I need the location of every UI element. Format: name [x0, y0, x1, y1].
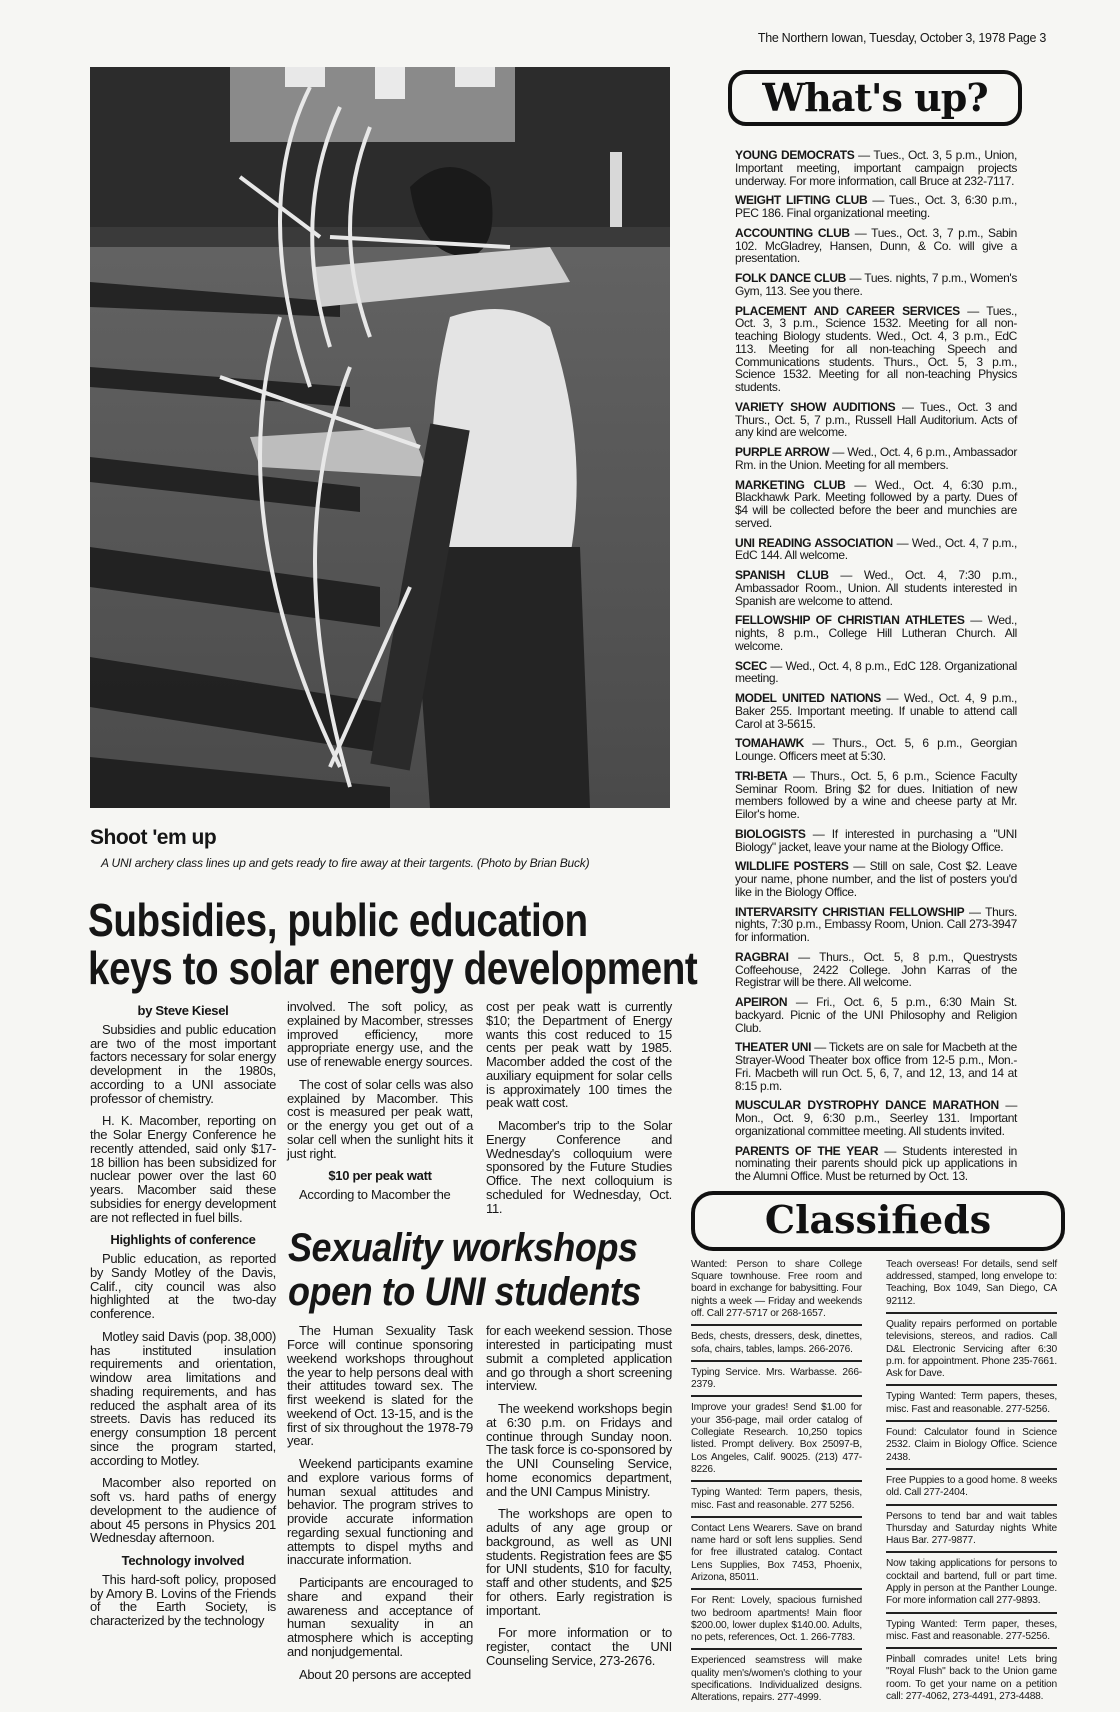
event-name: PARENTS OF THE YEAR [735, 1143, 879, 1158]
event-listing [735, 305, 1017, 394]
event-listing [735, 614, 1017, 652]
classified-ad: Improve your grades! Send $1.00 for your 356-page, mail order catalog of Collegiate Research. 10,250 topics listed. Prompt delivery. Box 25097-B, Los Angeles, Calif. 90025. (213) 477-8226. [691, 1400, 862, 1482]
event-listing [735, 446, 1017, 472]
event-details: — Wed., nights, 8 p.m., College Hill Lutheran Church. All welcome. [735, 613, 1017, 653]
photo-caption: A UNI archery class lines up and gets ready to fire away at their targents. (Photo by Brian Buck) [101, 856, 590, 870]
event-name: FOLK DANCE CLUB [735, 271, 846, 285]
photo-title: Shoot 'em up [90, 826, 217, 849]
article-paragraph: involved. The soft policy, as explained by Macomber, stresses improved efficiency, more appropriate energy use, and the use of renewable energy sources. [287, 999, 473, 1069]
event-name: WILDLIFE POSTERS [735, 859, 849, 874]
classified-ad: Typing Service. Mrs. Warbasse. 266-2379. [691, 1365, 862, 1398]
classified-ad: Found: Calculator found in Science 2532. Claim in Biology Office. Science 2438. [886, 1425, 1057, 1470]
solar-article-column-3 [486, 1000, 672, 1224]
classified-ad: Experienced seamstress will make quality men's/women's clothing to your specifications. Individualized designs. Alterations, repairs. 277-4999. [691, 1655, 862, 1704]
event-details: — Wed., Oct. 4, 7:30 p.m., Ambassador Room., Union. All students interested in Spanish are welcome to attend. [735, 568, 1017, 608]
right-column [691, 70, 1068, 1712]
event-details: — Thurs., Oct. 5, 6 p.m., Science Faculty Seminar Room. Bring $2 for dues. Initiation of new members followed by a wine and cheese party at Mr. Eilor's home. [735, 768, 1017, 821]
event-listing [735, 692, 1017, 730]
article-paragraph: For more information or to register, contact the UNI Counseling Service, 273-2676. [486, 1625, 672, 1668]
article-paragraph: Macomber also reported on soft vs. hard paths of energy development to the audience of about 45 persons in Physics 201 Wednesday afternoon. [90, 1475, 276, 1546]
event-name: TRI-BETA [735, 768, 788, 783]
event-name: UNI READING ASSOCIATION [735, 535, 893, 550]
classified-ad: Free Puppies to a good home. 8 weeks old. Call 277-2404. [886, 1473, 1057, 1506]
event-listing [735, 1041, 1017, 1092]
event-name: WEIGHT LIFTING CLUB [735, 193, 868, 208]
event-name: INTERVARSITY CHRISTIAN FELLOWSHIP [735, 904, 965, 919]
event-details: — Tues., Oct. 3, 5 p.m., Union, Important meeting, important campaign projects underway. For more information, call Bruce at 232-7117. [735, 148, 1017, 188]
sexuality-article-headline [288, 1226, 641, 1315]
event-name: PURPLE ARROW [735, 445, 830, 459]
article-paragraph: The cost of solar cells was also explained by Macomber. This cost is measured per peak watt, or the energy you get out of a solar cell when the sunlight hits it just right. [287, 1076, 473, 1161]
event-listing [735, 149, 1017, 187]
whats-up-header: What's up? [728, 70, 1022, 126]
sexuality-article-column-1 [287, 1324, 473, 1690]
event-details: — Mon., Oct. 9, 6:30 p.m., Seerley 131. Important organizational committee meeting. All students invited. [735, 1098, 1017, 1138]
headline-line: keys to solar energy development [88, 942, 698, 994]
classified-ad: Now taking applications for persons to cocktail and bartend, full or part time. Apply in person at the Panther Lounge. For more information call 277-9893. [886, 1556, 1057, 1613]
event-name: TOMAHAWK [735, 736, 804, 751]
classifieds-body [691, 1257, 1068, 1712]
event-details: — Tues., Oct. 3, 3 p.m., Science 1532. Meeting for all non-teaching Biology students. Wed., Oct. 4, 3 p.m., EdC 113. Meeting for all non-teaching Speech and Communications students. Thurs., Oct. 5, 3 p.m., Science 1532. Meeting for all non-teaching Physics students. [735, 303, 1017, 394]
article-paragraph: According to Macomber the [299, 1187, 451, 1202]
middle-stack [287, 1000, 672, 1690]
article-paragraph: Participants are encouraged to share and expand their awareness and acceptance of human sexuality in an atmosphere which is accepting and nonjudgemental. [287, 1575, 473, 1659]
classified-ad: Wanted: Person to share College Square townhouse. Free room and board in exchange for babysitting. Four nights a week — Friday and weekends off. Call 277-5717 or 268-1657. [691, 1257, 862, 1326]
event-details: — Thurs. nights, 7:30 p.m., Embassy Room, Union. Call 273-3947 for information. [735, 904, 1018, 944]
classified-ad: Contact Lens Wearers. Save on brand name hard or soft lens supplies. Send for free illustrated catalog. Contact Lens Supplies, Box 7453, Phoenix, Arizona, 85011. [691, 1521, 862, 1590]
solar-article-column-2 [287, 1000, 473, 1211]
article-paragraph: About 20 persons are accepted [299, 1666, 471, 1682]
solar-article-continued [287, 1000, 672, 1224]
sexuality-article-body [287, 1324, 672, 1690]
article-paragraph: H. K. Macomber, reporting on the Solar Energy Conference he recently attended, said only $17-18 billion has been subsidized for nuclear power over the last 60 years. Macomber said these subsidies for energy development are not reflected in fuel bills. [90, 1113, 276, 1225]
article-subhead: Technology involved [121, 1553, 245, 1568]
event-details: — Wed., Oct. 4, 6 p.m., Ambassador Rm. in the Union. Meeting for all members. [735, 445, 1017, 472]
article-paragraph: Weekend participants examine and explore various forms of human sexual attitudes and behavior. The program strives to provide accurate information regarding sexual functioning and attempts to dispel myths and inaccurate information. [287, 1456, 473, 1568]
event-details: — Wed., Oct. 4, 7 p.m., EdC 144. All welcome. [735, 535, 1017, 563]
sexuality-article-column-2 [486, 1324, 672, 1676]
classifieds-header: Classifieds [691, 1191, 1065, 1251]
event-details: — If interested in purchasing a "UNI Biology" jacket, leave your name at the Biology Office. [735, 826, 1017, 854]
article-paragraph: for each weekend session. Those interested in participating must submit a completed application and go through a short screening interview. [486, 1323, 672, 1394]
event-details: — Still on sale, Cost $2. Leave your name, phone number, and the list of posters you'd like in the Biology Office. [735, 859, 1017, 899]
event-listing [735, 1145, 1017, 1183]
classifieds-column-1 [691, 1257, 862, 1712]
event-listing [735, 479, 1017, 530]
event-details: — Students interested in nominating their parents should pick up applications in the Alumni Office. Must be returned by Oct. 13. [735, 1143, 1017, 1183]
classified-ad: Typing Wanted: Term paper, theses, misc. Fast and reasonable. 277-5256. [886, 1617, 1057, 1650]
classified-ad: Persons to tend bar and wait tables Thursday and Saturday nights White Haus Bar. 277-9877. [886, 1509, 1057, 1554]
article-subhead: Highlights of conference [110, 1232, 256, 1248]
event-details: — Thurs., Oct. 5, 6 p.m., Georgian Lounge. Officers meet at 5:30. [735, 736, 1017, 763]
event-details: — Wed., Oct. 4, 8 p.m., EdC 128. Organizational meeting. [735, 658, 1017, 686]
event-details: — Thurs., Oct. 5, 8 p.m., Questrysts Coffeehouse, 2422 College. John Karras of the Registrar will be there. All welcome. [735, 949, 1017, 990]
event-name: THEATER UNI [735, 1040, 812, 1055]
classified-ad: Quality repairs performed on portable televisions, stereos, and radios. Call D&L Electronic Servicing after 6:30 p.m. for appointment. Phone 235-7661. Ask for Dave. [886, 1317, 1057, 1386]
article-paragraph: Macomber's trip to the Solar Energy Conference and Wednesday's colloquium were sponsored by the Future Studies Office. The next colloquium is scheduled for Wednesday, Oct. 11. [486, 1118, 672, 1216]
classifieds-column-2 [886, 1257, 1057, 1711]
solar-article-headline [88, 896, 697, 992]
classified-ad: Typing Wanted: Term papers, theses, misc. Fast and reasonable. 277-5256. [886, 1389, 1057, 1422]
headline-line: Subsidies, public education [88, 894, 588, 946]
event-listing [735, 660, 1017, 686]
event-details: — Fri., Oct. 6, 5 p.m., 6:30 Main St. backyard. Picnic of the UNI Philosophy and Religion Club. [735, 995, 1017, 1035]
archery-photo [90, 67, 670, 808]
article-paragraph: Public education, as reported by Sandy Motley of the Davis, Calif., city council was also highlighted at the two-day conference. [90, 1251, 276, 1321]
event-details: — Wed., Oct. 4, 6:30 p.m., Blackhawk Park. Meeting followed by a party. Dues of $4 will be collected before the beer and munchies are served. [735, 477, 1017, 530]
article-paragraph: The weekend workshops begin at 6:30 p.m. on Fridays and continue through Sunday noon. The task force is co-sponsored by the UNI Counseling Service, home economics department, and the UNI Campus Ministry. [486, 1401, 672, 1499]
event-details: — Tues., Oct. 3, 7 p.m., Sabin 102. McGladrey, Hansen, Dunn, & Co. will give a presentation. [735, 225, 1017, 266]
event-name: VARIETY SHOW AUDITIONS [735, 399, 896, 414]
event-name: MUSCULAR DYSTROPHY DANCE MARATHON [735, 1098, 999, 1113]
solar-article-column-1 [90, 1000, 276, 1637]
event-name: FELLOWSHIP OF CHRISTIAN ATHLETES [735, 613, 965, 628]
headline-line: Sexuality workshops [288, 1226, 638, 1271]
article-paragraph: The Human Sexuality Task Force will continue sponsoring weekend workshops throughout the year to help persons deal with their attitudes toward sex. The first weekend is slated for the weekend of Oct. 13-15, and is the first of six throughout the 1978-79 year. [287, 1323, 473, 1449]
article-paragraph: Subsidies and public education are two of the most important factors necessary for solar energy development in the 1980s, according to a UNI associate professor of chemistry. [90, 1021, 276, 1106]
article-paragraph: This hard-soft policy, proposed by Amory B. Lovins of the Friends of the Earth Society, is characterized by the technology [90, 1571, 276, 1628]
classified-ad: Typing Wanted: Term papers, thesis, misc. Fast and reasonable. 277 5256. [691, 1485, 862, 1518]
classified-ad: Beds, chests, dressers, desk, dinettes, sofa, chairs, tables, lamps. 266-2076. [691, 1329, 862, 1362]
event-name: ACCOUNTING CLUB [735, 225, 850, 240]
event-name: SPANISH CLUB [735, 568, 829, 582]
event-listing [735, 569, 1017, 607]
event-name: YOUNG DEMOCRATS [735, 148, 855, 162]
event-listing [735, 272, 1017, 298]
article-paragraph: The workshops are open to adults of any age group or background, as well as UNI students. Registration fees are $5 for UNI students, $10 for faculty, staff and other students, and $25 for others. Early registration is important. [486, 1506, 672, 1618]
event-name: MARKETING CLUB [735, 477, 846, 492]
event-listing [735, 401, 1017, 439]
event-name: APEIRON [735, 995, 788, 1009]
event-name: MODEL UNITED NATIONS [735, 691, 881, 705]
event-details: — Tickets are on sale for Macbeth at the Strayer-Wood Theater box office from 12-5 p.m., Mon.-Fri. Macbeth will run Oct. 5, 6, 7, and 12, 13, and 14 at 8:15 p.m. [735, 1040, 1017, 1093]
event-name: PLACEMENT AND CAREER SERVICES [735, 303, 960, 318]
event-listing [735, 537, 1017, 563]
article-byline: by Steve Kiesel [137, 1003, 229, 1018]
whats-up-list [735, 149, 1017, 1183]
event-details: — Tues. nights, 7 p.m., Women's Gym, 113. See you there. [735, 271, 1018, 298]
archery-photo-image [90, 67, 670, 808]
classified-ad: Pinball comrades unite! Lets bring "Royal Flush" back to the Union game room. To get your name on a petition call: 277-4062, 273-4491, 273-4488. [886, 1654, 1057, 1703]
event-name: BIOLOGISTS [735, 826, 806, 841]
event-name: SCEC [735, 658, 767, 673]
event-listing [735, 770, 1017, 821]
classified-ad: Teach overseas! For details, send self addressed, stamped, long envelope to: Teaching, Box 1049, San Diego, CA 92112. [886, 1257, 1057, 1314]
event-listing [735, 737, 1017, 763]
event-details: — Tues., Oct. 3, 6:30 p.m., PEC 186. Final organizational meeting. [735, 193, 1017, 220]
event-name: RAGBRAI [735, 949, 789, 964]
event-details: — Tues., Oct. 3 and Thurs., Oct. 5, 7 p.m., Russell Hall Auditorium. Acts of any kind are welcome. [735, 399, 1017, 440]
event-listing [735, 906, 1017, 944]
article-paragraph: Motley said Davis (pop. 38,000) has instituted insulation requirements and orientation, window area limitations and shading requirements, and has reduced the asphalt area of its streets. Davis has reduced its energy consumption 18 percent since the program started, according to Motley. [90, 1328, 276, 1468]
event-listing [735, 860, 1017, 898]
event-listing [735, 951, 1017, 989]
event-listing [735, 194, 1017, 220]
event-listing [735, 996, 1017, 1034]
article-subhead: $10 per peak watt [328, 1168, 432, 1184]
page-masthead: The Northern Iowan, Tuesday, October 3, 1978 Page 3 [757, 31, 1046, 45]
headline-line: open to UNI students [288, 1270, 641, 1315]
event-listing [735, 227, 1017, 265]
article-paragraph: cost per peak watt is currently $10; the Department of Energy wants this cost reduced to 15 cents per peak watt by 1985. Macomber added the cost of the auxiliary equipment for solar cells is approximately 100 times the peak watt cost. [486, 999, 672, 1111]
event-listing [735, 1099, 1017, 1137]
classified-ad: For Rent: Lovely, spacious furnished two bedroom apartments! Main floor $200.00, lower duplex $140.00. Adults, no pets, references, Oct. 1. 266-7783. [691, 1593, 862, 1650]
event-details: — Wed., Oct. 4, 9 p.m., Baker 255. Important meeting. If unable to attend call Carol at 3-5615. [735, 691, 1017, 731]
event-listing [735, 828, 1017, 854]
